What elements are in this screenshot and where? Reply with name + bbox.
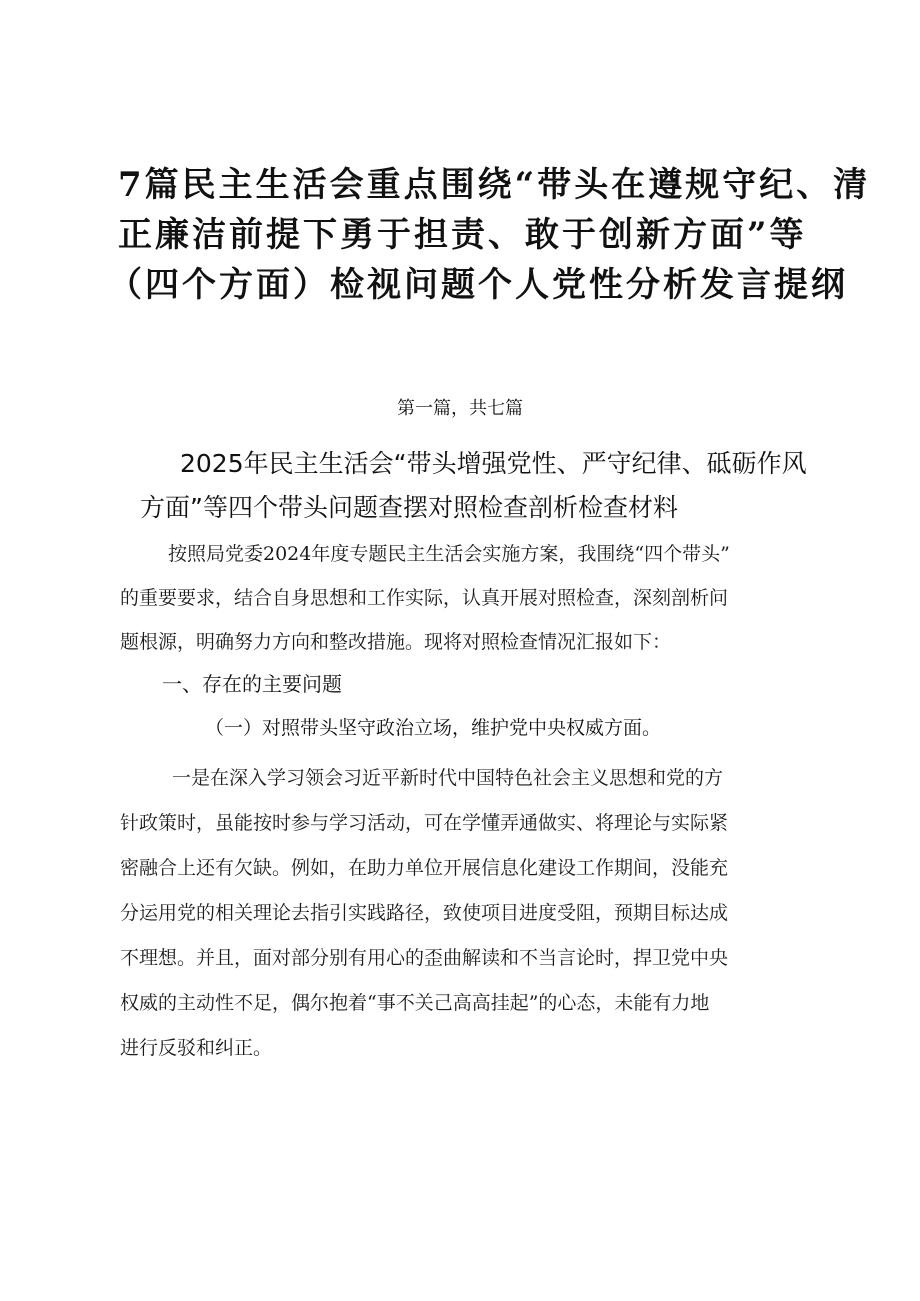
paragraph-line: 题根源，明确努力方向和整改措施。现将对照检查情况汇报如下： bbox=[120, 631, 672, 653]
paragraph-line: 的重要要求，结合自身思想和工作实际，认真开展对照检查，深刻剖析问 bbox=[120, 587, 729, 609]
paragraph-line: 进行反驳和纠正。 bbox=[120, 1037, 273, 1059]
paragraph-line: 不理想。并且，面对部分别有用心的歪曲解读和不当言论时，捍卫党中央 bbox=[120, 947, 729, 969]
paragraph-line: 权威的主动性不足，偶尔抱着“事不关己高高挂起”的心态，未能有力地 bbox=[120, 992, 710, 1014]
paragraph-line: 针政策时，虽能按时参与学习活动，可在学懂弄通做实、将理论与实际紧 bbox=[120, 812, 729, 834]
part-label: 第一篇，共七篇 bbox=[397, 398, 523, 419]
body-paragraph bbox=[120, 756, 810, 1071]
subtitle-line: 2025年民主生活会“带头增强党性、严守纪律、砥砺作风 bbox=[180, 449, 807, 478]
subsection-heading: （一）对照带头坚守政治立场，维护党中央权威方面。 bbox=[205, 717, 662, 739]
document-title bbox=[108, 160, 871, 310]
title-line: 7篇民主生活会重点围绕“带头在遵规守纪、清 bbox=[118, 165, 871, 205]
subtitle-line: 方面”等四个带头问题查摆对照检查剖析检查材料 bbox=[140, 493, 678, 522]
title-line: （四个方面）检视问题个人党性分析发言提纲 bbox=[108, 265, 848, 305]
paragraph-line: 一是在深入学习领会习近平新时代中国特色社会主义思想和党的方 bbox=[172, 767, 724, 789]
title-line: 正廉洁前提下勇于担责、敢于创新方面”等 bbox=[118, 215, 807, 255]
paragraph-line: 按照局党委2024年度专题民主生活会实施方案，我围绕“四个带头” bbox=[168, 543, 730, 565]
intro-paragraph bbox=[120, 532, 810, 664]
section-title bbox=[140, 442, 830, 530]
section-heading: 一、存在的主要问题 bbox=[162, 672, 342, 696]
paragraph-line: 分运用党的相关理论去指引实践路径，致使项目进度受阻，预期目标达成 bbox=[120, 902, 729, 924]
paragraph-line: 密融合上还有欠缺。例如，在助力单位开展信息化建设工作期间，没能充 bbox=[120, 857, 729, 879]
